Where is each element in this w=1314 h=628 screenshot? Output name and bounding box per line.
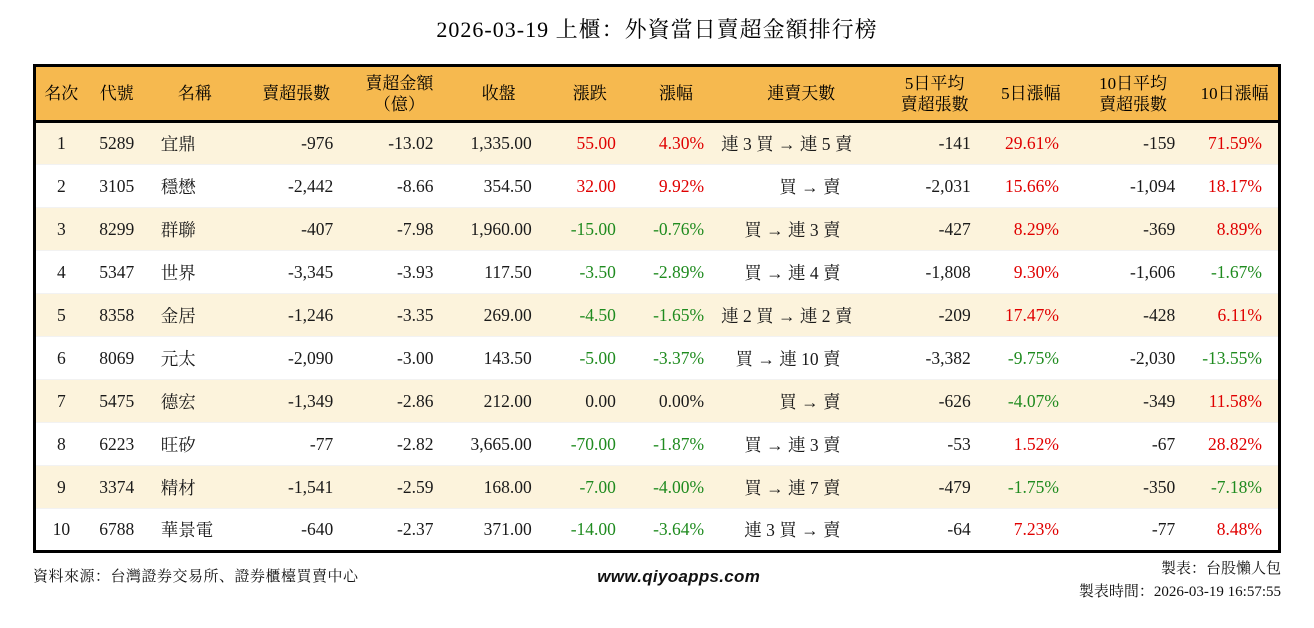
- rank-cell: 8: [56, 433, 66, 454]
- change-cell: -5.00: [579, 347, 616, 368]
- sell-streak-cell: 買 → 連 3 賣: [744, 219, 841, 240]
- rank-cell: 5: [56, 304, 66, 325]
- column-header-close: 收盤: [449, 66, 547, 122]
- avg5-shares-cell: -53: [947, 433, 971, 454]
- name-cell: 元太: [160, 348, 196, 369]
- avg10-shares-cell: -349: [1143, 390, 1176, 411]
- column-header-rank: 名次: [35, 66, 87, 122]
- sell-streak-cell: 買 → 連 4 賣: [744, 262, 841, 283]
- close-cell: 212.00: [483, 390, 532, 411]
- avg10-shares-cell: -428: [1143, 304, 1176, 325]
- column-header-avg5-shares: 5日平均 賣超張數: [882, 66, 986, 122]
- rank-cell: 2: [56, 175, 66, 196]
- close-cell: 168.00: [483, 476, 532, 497]
- sell-amount-cell: -2.59: [397, 476, 434, 497]
- code-cell: 8299: [99, 218, 135, 239]
- ranking-table: [33, 64, 1281, 553]
- avg5-shares-cell: -2,031: [925, 175, 971, 196]
- change-cell: -3.50: [579, 261, 616, 282]
- code-cell: 3105: [99, 175, 135, 196]
- column-header-change-pct: 漲幅: [632, 66, 720, 122]
- header-row: [35, 66, 1280, 122]
- sell-shares-cell: -3,345: [288, 261, 334, 282]
- sell-streak-cell: 買 → 連 10 賣: [735, 348, 841, 369]
- close-cell: 3,665.00: [470, 433, 532, 454]
- pct-10d-cell: -1.67%: [1210, 261, 1262, 282]
- name-cell: 精材: [160, 477, 196, 498]
- avg10-shares-cell: -350: [1143, 476, 1176, 497]
- change-pct-cell: -2.89%: [653, 261, 705, 282]
- pct-5d-cell: 9.30%: [1013, 261, 1059, 282]
- pct-5d-cell: 15.66%: [1004, 175, 1059, 196]
- pct-10d-cell: 28.82%: [1208, 433, 1262, 454]
- avg10-shares-cell: -77: [1151, 519, 1176, 539]
- page-title: 2026-03-19 上櫃：外資當日賣超金額排行榜: [436, 17, 878, 42]
- rank-cell: 3: [56, 218, 66, 239]
- code-cell: 6223: [99, 433, 135, 454]
- close-cell: 371.00: [483, 519, 532, 539]
- name-cell: 穩懋: [160, 176, 196, 197]
- avg5-shares-cell: -64: [947, 519, 971, 539]
- table-row: [35, 380, 1280, 423]
- made-at-timestamp: 製表時間：2026-03-19 16:57:55: [1078, 584, 1281, 600]
- change-pct-cell: 4.30%: [658, 133, 705, 153]
- sell-amount-cell: -8.66: [397, 175, 434, 196]
- name-cell: 金居: [160, 305, 196, 326]
- change-cell: -14.00: [570, 519, 616, 539]
- pct-10d-cell: -13.55%: [1202, 347, 1262, 368]
- column-header-change: 漲跌: [548, 66, 632, 122]
- avg10-shares-cell: -1,606: [1130, 261, 1176, 282]
- change-pct-cell: -1.87%: [653, 433, 705, 454]
- sell-amount-cell: -2.37: [397, 519, 434, 539]
- rank-cell: 1: [56, 133, 66, 153]
- pct-10d-cell: 6.11%: [1217, 304, 1262, 325]
- table-row: [35, 208, 1280, 251]
- name-cell: 旺矽: [160, 434, 196, 455]
- column-header-sell-amount: 賣超金額 （億）: [349, 66, 449, 122]
- pct-5d-cell: 8.29%: [1013, 218, 1059, 239]
- sell-streak-cell: 買 → 賣: [779, 391, 841, 412]
- sell-amount-cell: -3.00: [397, 347, 434, 368]
- pct-10d-cell: 18.17%: [1208, 175, 1262, 196]
- name-cell: 世界: [160, 262, 196, 283]
- pct-10d-cell: 8.48%: [1216, 519, 1262, 539]
- change-pct-cell: -4.00%: [653, 476, 705, 497]
- data-source-note: 資料來源：台灣證券交易所、證券櫃檯買賣中心: [33, 569, 359, 585]
- table-row: [35, 251, 1280, 294]
- sell-streak-cell: 連 2 買 → 連 2 賣: [721, 305, 853, 326]
- avg5-shares-cell: -209: [938, 304, 971, 325]
- change-cell: -7.00: [579, 476, 616, 497]
- name-cell: 群聯: [160, 219, 196, 240]
- code-cell: 5347: [99, 261, 135, 282]
- footer: [33, 558, 1281, 604]
- sell-streak-cell: 買 → 連 7 賣: [744, 477, 841, 498]
- avg5-shares-cell: -626: [938, 390, 971, 411]
- close-cell: 1,335.00: [470, 133, 532, 153]
- rank-cell: 7: [56, 390, 66, 411]
- code-cell: 3374: [99, 476, 135, 497]
- sell-streak-cell: 連 3 買 → 賣: [744, 520, 841, 540]
- change-cell: -4.50: [579, 304, 616, 325]
- name-cell: 德宏: [160, 391, 196, 412]
- table-row: [35, 509, 1280, 552]
- rank-cell: 4: [56, 261, 66, 282]
- avg10-shares-cell: -1,094: [1130, 175, 1176, 196]
- table-row: [35, 337, 1280, 380]
- change-cell: 55.00: [576, 133, 616, 153]
- sell-shares-cell: -2,442: [288, 175, 334, 196]
- avg5-shares-cell: -141: [938, 133, 971, 153]
- pct-10d-cell: 8.89%: [1216, 218, 1262, 239]
- close-cell: 1,960.00: [470, 218, 532, 239]
- change-cell: -70.00: [570, 433, 616, 454]
- column-header-name: 名稱: [147, 66, 243, 122]
- sell-shares-cell: -407: [301, 218, 334, 239]
- close-cell: 354.50: [483, 175, 532, 196]
- change-pct-cell: -1.65%: [653, 304, 705, 325]
- table-row: [35, 423, 1280, 466]
- table-row: [35, 165, 1280, 208]
- change-pct-cell: 0.00%: [658, 390, 705, 411]
- sell-amount-cell: -2.86: [397, 390, 434, 411]
- table-row: [35, 466, 1280, 509]
- code-cell: 8358: [99, 304, 135, 325]
- website-url: www.qiyoapps.com: [597, 567, 761, 586]
- change-cell: 0.00: [585, 390, 616, 411]
- change-pct-cell: -3.64%: [653, 519, 705, 539]
- sell-amount-cell: -13.02: [388, 133, 434, 153]
- close-cell: 269.00: [483, 304, 532, 325]
- close-cell: 143.50: [483, 347, 532, 368]
- sell-shares-cell: -1,541: [288, 476, 334, 497]
- column-header-avg10-shares: 10日平均 賣超張數: [1075, 66, 1191, 122]
- table-header: [35, 66, 1280, 122]
- table-row: [35, 294, 1280, 337]
- column-header-sell-streak: 連賣天數: [720, 66, 882, 122]
- sell-amount-cell: -2.82: [397, 433, 434, 454]
- code-cell: 8069: [99, 347, 135, 368]
- avg5-shares-cell: -479: [938, 476, 971, 497]
- pct-5d-cell: 7.23%: [1013, 519, 1059, 539]
- column-header-sell-shares: 賣超張數: [243, 66, 349, 122]
- avg10-shares-cell: -159: [1143, 133, 1176, 153]
- pct-5d-cell: -1.75%: [1007, 476, 1059, 497]
- column-header-pct-5d: 5日漲幅: [987, 66, 1075, 122]
- code-cell: 6788: [99, 519, 135, 539]
- avg5-shares-cell: -1,808: [925, 261, 971, 282]
- column-header-pct-10d: 10日漲幅: [1191, 66, 1279, 122]
- avg10-shares-cell: -67: [1151, 433, 1176, 454]
- table-row: [35, 122, 1280, 165]
- sell-streak-cell: 買 → 連 3 賣: [744, 434, 841, 455]
- name-cell: 華景電: [160, 520, 214, 540]
- rank-cell: 9: [56, 476, 66, 497]
- pct-5d-cell: 17.47%: [1004, 304, 1059, 325]
- maker-label: 製表：台股懶人包: [1160, 561, 1281, 577]
- sell-shares-cell: -2,090: [288, 347, 334, 368]
- change-cell: -15.00: [570, 218, 616, 239]
- change-pct-cell: -0.76%: [653, 218, 705, 239]
- avg5-shares-cell: -427: [938, 218, 971, 239]
- avg5-shares-cell: -3,382: [925, 347, 971, 368]
- change-pct-cell: 9.92%: [658, 175, 705, 196]
- column-header-code: 代號: [87, 66, 147, 122]
- change-pct-cell: -3.37%: [653, 347, 705, 368]
- credits-block: [1079, 558, 1281, 604]
- rank-cell: 10: [52, 519, 71, 539]
- code-cell: 5475: [99, 390, 135, 411]
- name-cell: 宜鼎: [160, 134, 196, 154]
- pct-10d-cell: -7.18%: [1210, 476, 1262, 497]
- close-cell: 117.50: [484, 261, 532, 282]
- table-body: [35, 122, 1280, 552]
- pct-5d-cell: -9.75%: [1007, 347, 1059, 368]
- sell-streak-cell: 連 3 買 → 連 5 賣: [721, 134, 853, 154]
- avg10-shares-cell: -2,030: [1130, 347, 1176, 368]
- rank-cell: 6: [56, 347, 66, 368]
- pct-5d-cell: 1.52%: [1013, 433, 1059, 454]
- sell-amount-cell: -3.93: [397, 261, 434, 282]
- sell-amount-cell: -3.35: [397, 304, 434, 325]
- pct-5d-cell: -4.07%: [1007, 390, 1059, 411]
- avg10-shares-cell: -369: [1143, 218, 1176, 239]
- sell-shares-cell: -1,349: [288, 390, 334, 411]
- sell-shares-cell: -976: [301, 133, 334, 153]
- pct-5d-cell: 29.61%: [1004, 133, 1059, 153]
- pct-10d-cell: 71.59%: [1208, 133, 1262, 153]
- sell-streak-cell: 買 → 賣: [779, 176, 841, 197]
- code-cell: 5289: [99, 133, 135, 153]
- sell-amount-cell: -7.98: [397, 218, 434, 239]
- sell-shares-cell: -77: [309, 433, 334, 454]
- change-cell: 32.00: [576, 175, 616, 196]
- sell-shares-cell: -640: [301, 519, 334, 539]
- sell-shares-cell: -1,246: [288, 304, 334, 325]
- pct-10d-cell: 11.58%: [1208, 390, 1262, 411]
